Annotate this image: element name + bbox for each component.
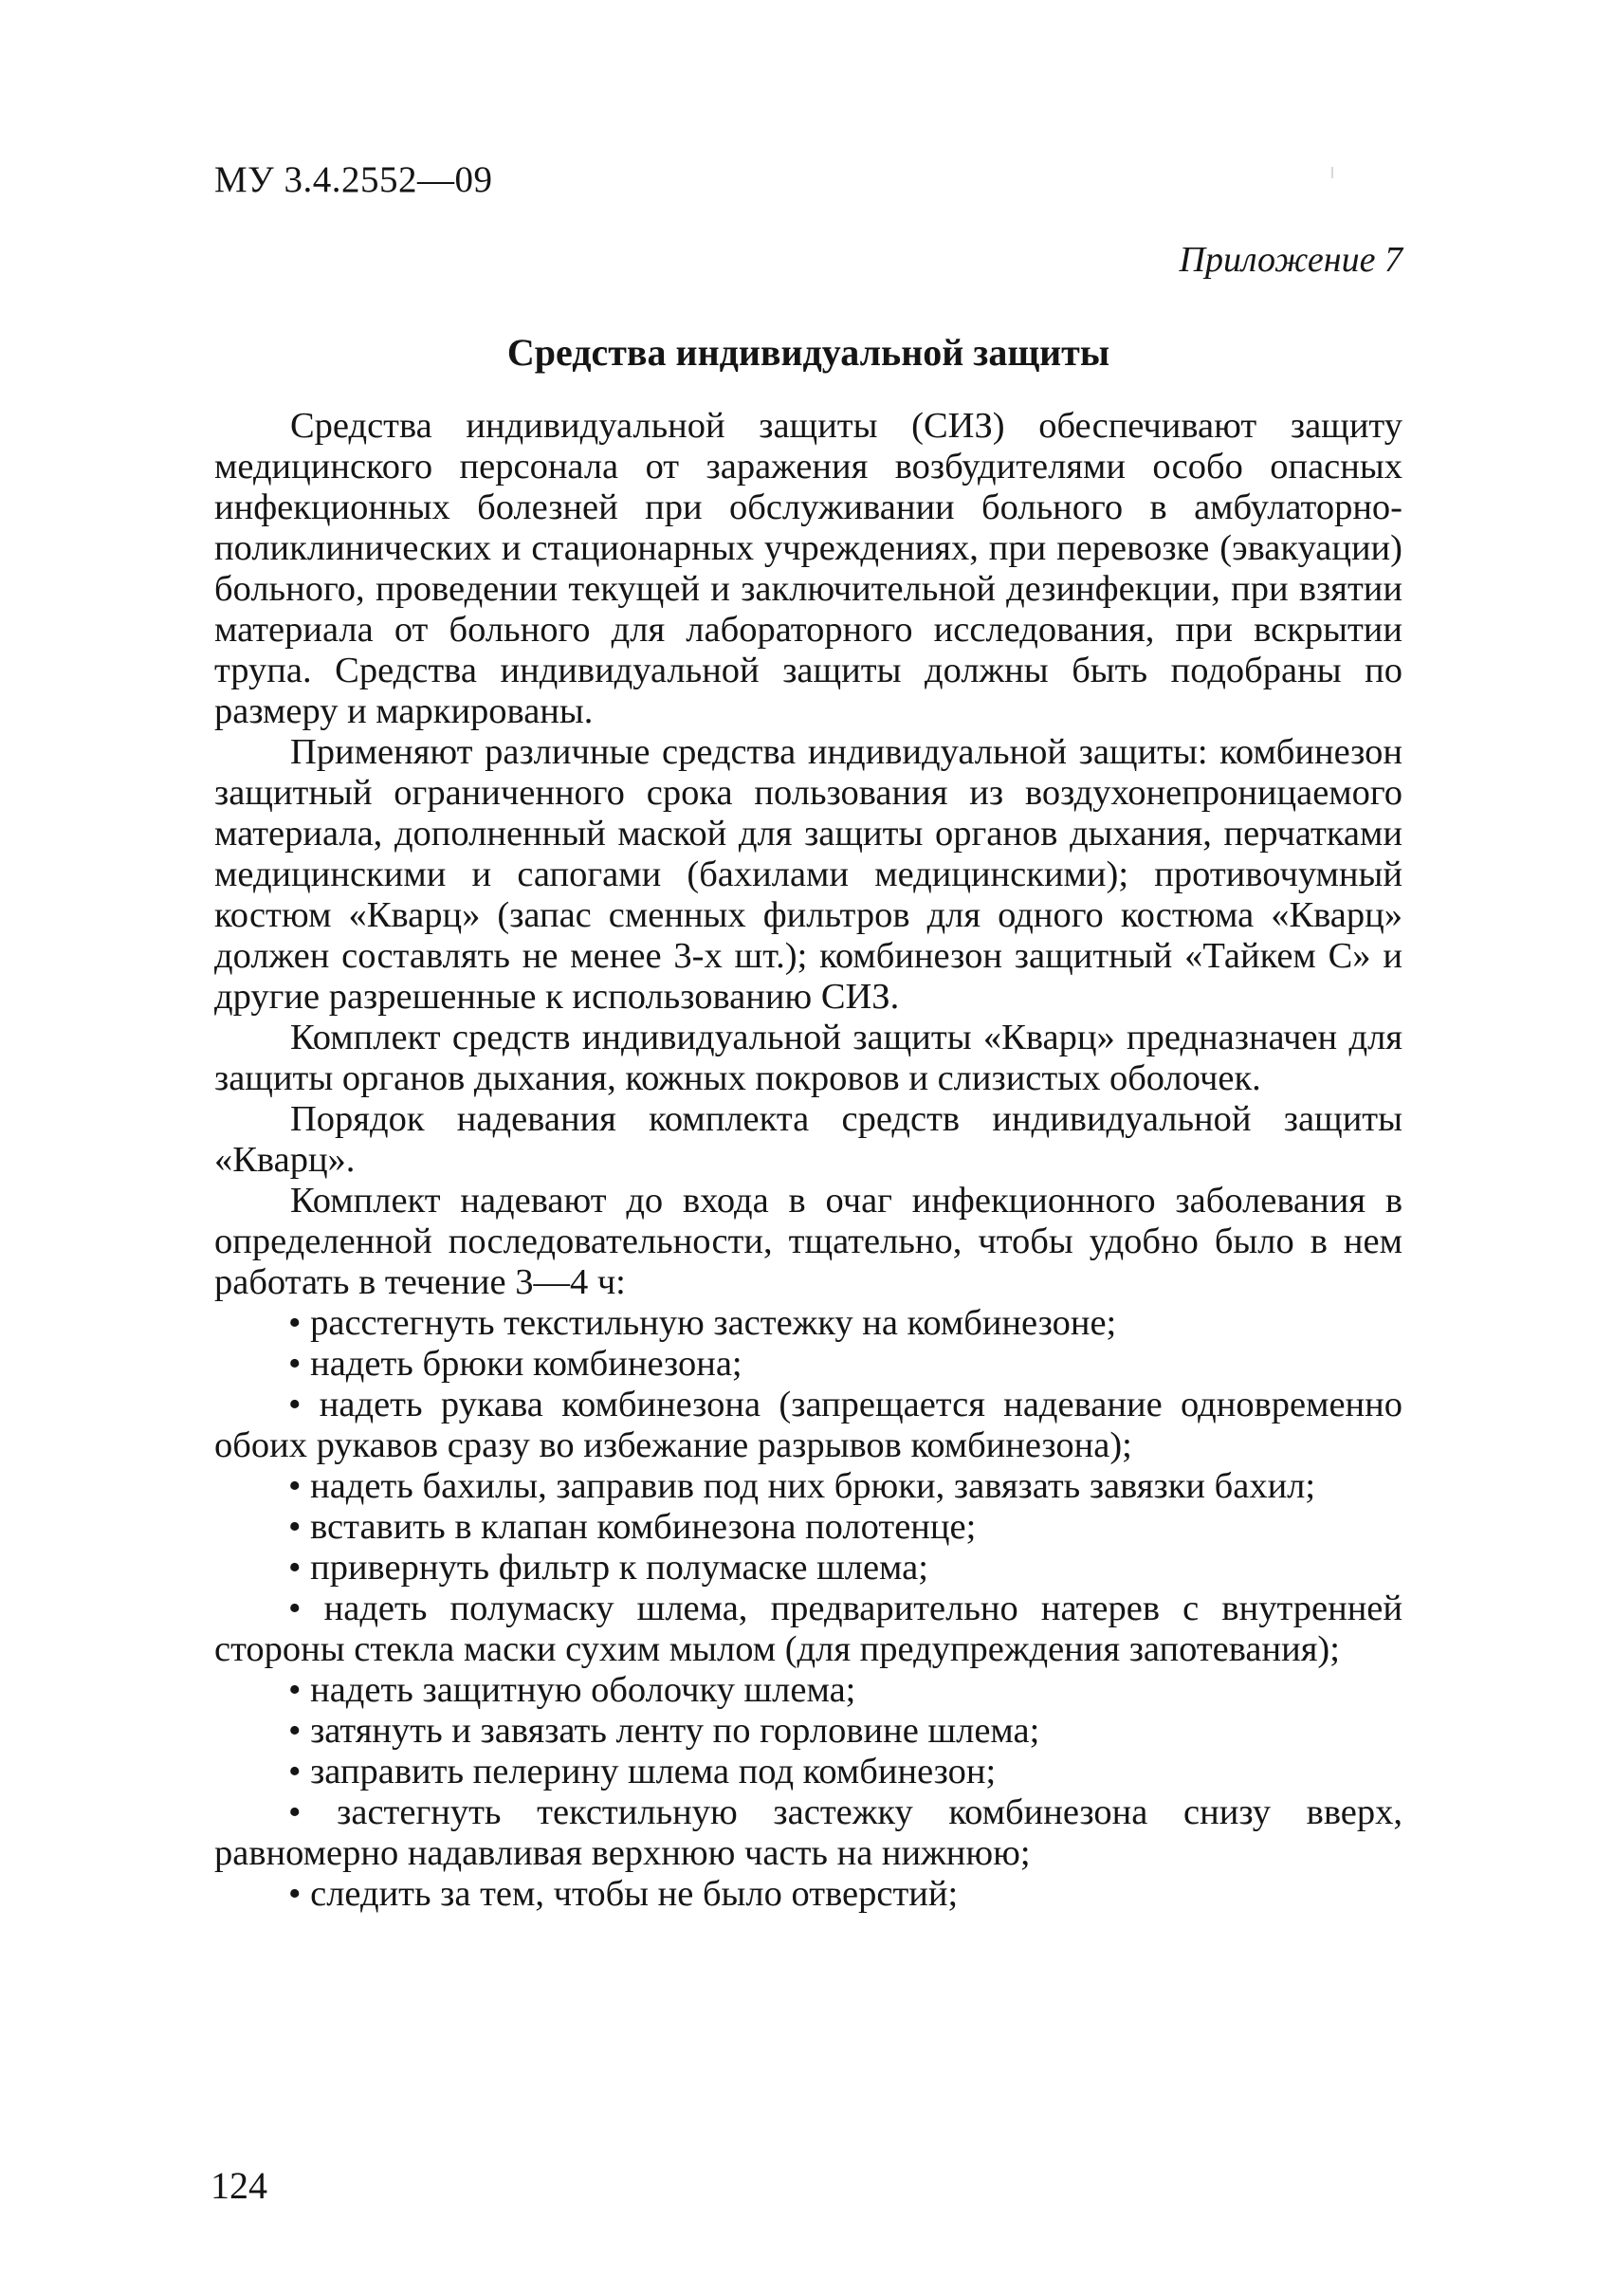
bullet-item: • надеть бахилы, заправив под них брюки, завязать завязки бахил; [288,1466,1316,1506]
bullet-item: • застегнуть текстильную застежку комбинезона снизу вверх, равномерно надавливая верхнюю часть на нижнюю; [214,1792,1402,1873]
appendix-label: Приложение 7 [1179,240,1402,280]
paragraph: Средства индивидуальной защиты (СИЗ) обеспечивают защиту медицинского персонала от заражения возбудителями особо опасных инфекционных болезней при обслуживании больного в амбулаторно-поликлинических и стационарных учреждениях, при перевозке (эвакуации) больного, проведении текущей и заключительной дезинфекции, при взятии материала от больного для лабораторного исследования, при вскрытии трупа. Средства индивидуальной защиты должны быть подобраны по размеру и маркированы. [214,406,1402,731]
bullet-item: • затянуть и завязать ленту по горловине шлема; [288,1711,1040,1751]
document-code: МУ 3.4.2552—09 [214,159,493,200]
bullet-item: • привернуть фильтр к полумаске шлема; [288,1548,928,1588]
paragraph: Комплект надевают до входа в очаг инфекционного заболевания в определенной последовательности, тщательно, чтобы удобно было в нем работать в течение 3—4 ч: [214,1181,1402,1302]
paragraph: Комплект средств индивидуальной защиты «Кварц» предназначен для защиты органов дыхания, кожных покровов и слизистых оболочек. [214,1018,1402,1098]
bullet-item: • надеть рукава комбинезона (запрещается надевание одновременно обоих рукавов сразу во избежание разрывов комбинезона); [214,1385,1402,1465]
paragraph: Порядок надевания комплекта средств индивидуальной защиты «Кварц». [214,1099,1402,1180]
bullet-item: • надеть полумаску шлема, предварительно натерев с внутренней стороны стекла маски сухим мылом (для предупреждения запотевания); [214,1589,1402,1669]
bullet-item: • вставить в клапан комбинезона полотенце; [288,1507,977,1547]
section-title: Средства индивидуальной защиты [506,331,1110,374]
bullet-item: • заправить пелерину шлема под комбинезон; [288,1752,997,1791]
bullet-item: • надеть брюки комбинезона; [288,1344,742,1384]
scan-mark [1331,167,1333,178]
bullet-item: • надеть защитную оболочку шлема; [288,1670,856,1710]
body-text [214,406,1402,1915]
paragraph: Применяют различные средства индивидуальной защиты: комбинезон защитный ограниченного срока пользования из воздухонепроницаемого материала, дополненный маской для защиты органов дыхания, перчатками медицинскими и сапогами (бахилами медицинскими); противочумный костюм «Кварц» (запас сменных фильтров для одного костюма «Кварц» должен составлять не менее 3-х шт.); комбинезон защитный «Тайкем С» и другие разрешенные к использованию СИЗ. [214,732,1402,1017]
bullet-item: • расстегнуть текстильную застежку на комбинезоне; [288,1303,1117,1343]
bullet-item: • следить за тем, чтобы не было отверстий; [288,1874,959,1914]
page-number: 124 [211,2164,267,2207]
